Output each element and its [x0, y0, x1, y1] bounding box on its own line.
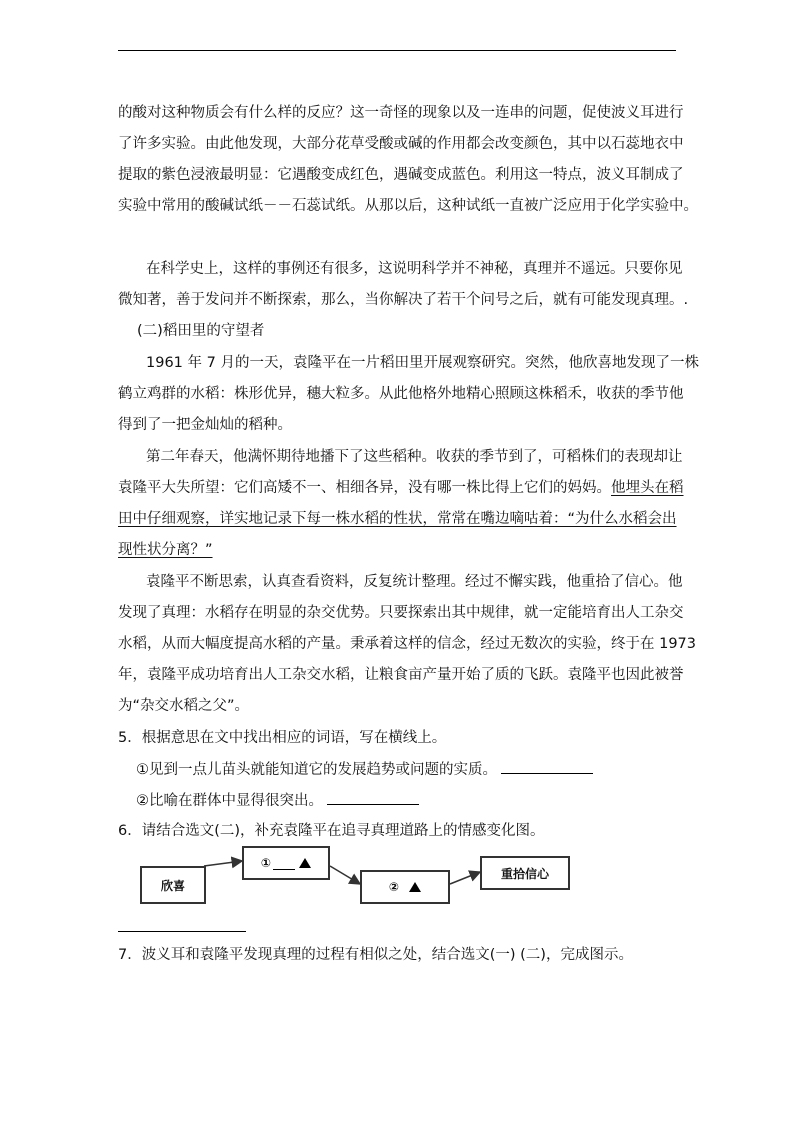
underlined-text: 他埋头在稻 — [611, 480, 684, 496]
text-line: 年，袁隆平成功培育出人工杂交水稻，让粮食亩产量开始了质的飞跃。袁隆平也因此被誉 — [118, 667, 684, 683]
question-5: 5．根据意思在文中找出相应的词语，写在横线上。 — [118, 730, 447, 746]
text-line: 的酸对这种物质会有什么样的反应？这一奇怪的现象以及一连串的问题，促使波义耳进行 — [118, 105, 684, 121]
question-6: 6．请结合选文(二)，补充袁隆平在追寻真理道路上的情感变化图。 — [118, 823, 545, 839]
item-text: ①见到一点儿苗头就能知道它的发展趋势或问题的实质。 — [136, 762, 497, 778]
triangle-icon — [409, 882, 421, 892]
text-line: 得到了一把金灿灿的稻种。 — [118, 417, 292, 433]
text-line: 为“杂交水稻之父”。 — [118, 698, 250, 714]
conclusion-line: 在科学史上，这样的事例还有很多，这说明科学并不神秘，真理并不遥远。只要你见 — [146, 261, 683, 277]
diagram-box-2[interactable] — [360, 870, 450, 904]
text-line: 水稻，从而大幅度提高水稻的产量。秉承着这样的信念，经过无数次的实验，终于在 1973 — [118, 636, 697, 652]
diagram-box-joy — [140, 866, 206, 904]
footnote-rule — [118, 931, 246, 932]
triangle-icon — [299, 858, 311, 868]
box-label: ② — [388, 880, 400, 894]
diagram-box-1[interactable] — [242, 846, 330, 880]
text-line: 第二年春天，他满怀期待地播下了这些稻种。收获的季节到了，可稻株们的表现却让 — [146, 449, 683, 465]
item-text: ②比喻在群体中显得很突出。 — [136, 793, 323, 809]
question-7: 7．波义耳和袁隆平发现真理的过程有相似之处，结合选文(一) (二)，完成图示。 — [118, 947, 633, 963]
conclusion-line: 微知著，善于发问并不断探索，那么，当你解决了若干个问号之后，就有可能发现真理。. — [118, 292, 689, 308]
underlined-text: 田中仔细观察，详实地记录下每一株水稻的性状，常常在嘴边嘀咕着：“为什么水稻会出 — [118, 511, 677, 527]
box-label: 重拾信心 — [500, 866, 549, 881]
text-line: 发现了真理：水稻存在明显的杂交优势。只要探索出其中规律，就一定能培育出人工杂交 — [118, 605, 684, 621]
text-line: 提取的紫色浸液最明显：它遇酸变成红色，遇碱变成蓝色。利用这一特点，波义耳制成了 — [118, 167, 684, 183]
text-line: 实验中常用的酸碱试纸－－石蕊试纸。从那以后，这种试纸一直被广泛应用于化学实验中。 — [118, 198, 698, 214]
diagram-box-confidence — [480, 856, 570, 890]
section-title: (二)稻田里的守望者 — [137, 323, 265, 339]
text-line: 鹤立鸡群的水稻：株形优异，穗大粒多。从此他格外地精心照顾这株稻禾，收获的季节他 — [118, 386, 684, 402]
text-line: 1961 年 7 月的一天，袁隆平在一片稻田里开展观察研究。突然，他欣喜地发现了一株 — [146, 355, 699, 371]
box-label: 欣喜 — [160, 878, 185, 893]
underlined-text: 现性状分离？” — [118, 542, 213, 558]
text-line: 袁隆平不断思索，认真查看资料，反复统计整理。经过不懈实践，他重拾了信心。他 — [146, 574, 683, 590]
plain-text: 袁隆平大失所望：它们高矮不一、相细各异，没有哪一株比得上它们的妈妈。 — [118, 480, 611, 496]
box-label: ① — [260, 856, 272, 870]
text-line: 了许多实验。由此他发现，大部分花草受酸或碱的作用都会改变颜色，其中以石蕊地衣中 — [118, 136, 684, 152]
answer-blank — [273, 857, 295, 870]
